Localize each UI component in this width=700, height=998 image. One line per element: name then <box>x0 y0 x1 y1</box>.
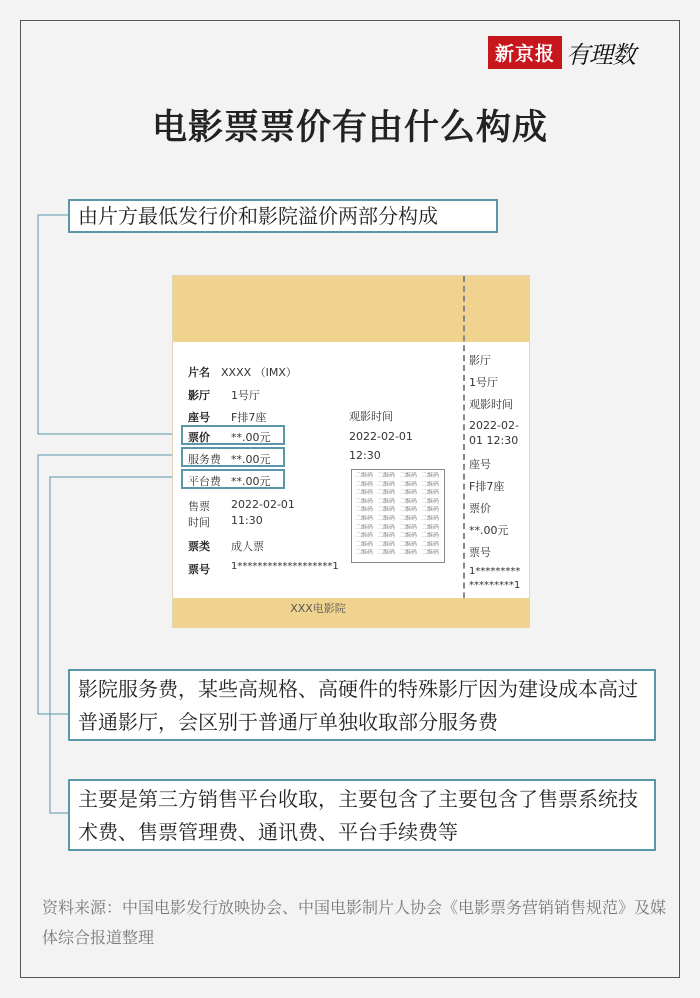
type-label: 票类 <box>188 540 210 553</box>
qr-cell: 二维码 <box>377 514 396 522</box>
qr-cell: 二维码 <box>421 489 440 497</box>
qr-cell: 二维码 <box>421 514 440 522</box>
qr-cell: 二维码 <box>421 523 440 531</box>
show-time: 12:30 <box>349 449 381 462</box>
service-label: 服务费 <box>188 453 221 466</box>
qr-cell: 二维码 <box>421 480 440 488</box>
service-value: **.00元 <box>231 453 271 466</box>
sale-label-1: 售票 <box>188 500 210 513</box>
qr-cell: 二维码 <box>377 489 396 497</box>
qr-cell: 二维码 <box>355 540 374 548</box>
qr-cell: 二维码 <box>355 514 374 522</box>
qr-cell: 二维码 <box>355 497 374 505</box>
source-note: 资料来源：中国电影发行放映协会、中国电影制片人协会《电影票务营销销售规范》及媒体综合报道整理 <box>42 898 667 947</box>
qr-cell: 二维码 <box>399 523 418 531</box>
show-date: 2022-02-01 <box>349 430 413 443</box>
stub-show-date2: 01 12:30 <box>469 434 519 447</box>
qr-cell: 二维码 <box>399 472 418 479</box>
qr-cell: 二维码 <box>399 480 418 488</box>
platform-value: **.00元 <box>231 475 271 488</box>
ticket-bottom-band <box>173 598 529 628</box>
seat-label: 座号 <box>188 411 210 424</box>
qr-cell: 二维码 <box>377 523 396 531</box>
stub-no-value-1: 1********* <box>469 566 521 577</box>
qr-cell: 二维码 <box>377 549 396 557</box>
qr-cell: 二维码 <box>421 472 440 479</box>
stub-no-label: 票号 <box>469 546 491 559</box>
qr-cell: 二维码 <box>355 549 374 557</box>
ticket-no-label: 票号 <box>188 563 210 576</box>
seat-value: F排7座 <box>231 411 267 424</box>
qr-cell: 二维码 <box>399 514 418 522</box>
callout-platform-fee: 主要是第三方销售平台收取，主要包含了主要包含了售票系统技术费、售票管理费、通讯费、平台手续费等 <box>68 779 656 851</box>
platform-label: 平台费 <box>188 475 221 488</box>
callout-service-fee: 影院服务费，某些高规格、高硬件的特殊影厅因为建设成本高过普通影厅，会区别于普通厅单独收取部分服务费 <box>68 669 656 741</box>
brand-name: 新京报 <box>488 36 562 69</box>
type-value: 成人票 <box>231 540 264 553</box>
price-value: **.00元 <box>231 431 271 444</box>
qr-cell: 二维码 <box>377 497 396 505</box>
ticket-top-band <box>173 276 529 342</box>
qr-cell: 二维码 <box>399 532 418 540</box>
sale-time: 11:30 <box>231 514 263 527</box>
qr-cell: 二维码 <box>355 506 374 514</box>
connector-base <box>38 215 180 434</box>
sale-label-2: 时间 <box>188 516 210 529</box>
movie-ticket <box>172 275 530 628</box>
stub-show-label: 观影时间 <box>469 398 513 411</box>
qr-cell: 二维码 <box>399 540 418 548</box>
film-value: XXXX （IMX） <box>221 366 297 379</box>
qr-cell: 二维码 <box>355 489 374 497</box>
qr-cell: 二维码 <box>399 506 418 514</box>
stub-no-value-2: *********1 <box>469 580 521 591</box>
callout-base-price: 由片方最低发行价和影院溢价两部分构成 <box>68 199 498 233</box>
qr-cell: 二维码 <box>355 532 374 540</box>
qr-cell: 二维码 <box>377 506 396 514</box>
qr-cell: 二维码 <box>399 489 418 497</box>
qr-cell: 二维码 <box>377 540 396 548</box>
hall-value: 1号厅 <box>231 389 260 402</box>
qr-cell: 二维码 <box>355 472 374 479</box>
ticket-perforation <box>463 276 465 628</box>
page-title: 电影票票价有由什么构成 <box>151 108 548 148</box>
stub-price-value: **.00元 <box>469 524 509 537</box>
qr-cell: 二维码 <box>421 540 440 548</box>
film-label: 片名 <box>188 366 210 379</box>
cinema-name: XXX电影院 <box>290 602 346 615</box>
stub-seat-label: 座号 <box>469 458 491 471</box>
qr-cell: 二维码 <box>399 497 418 505</box>
price-label: 票价 <box>188 431 210 444</box>
stub-seat-value: F排7座 <box>469 480 505 493</box>
qr-cell: 二维码 <box>377 532 396 540</box>
stub-price-label: 票价 <box>469 502 491 515</box>
qr-cell: 二维码 <box>355 480 374 488</box>
ticket-no-value: 1*******************1 <box>231 561 339 572</box>
qr-cell: 二维码 <box>377 472 396 479</box>
qr-cell: 二维码 <box>399 549 418 557</box>
qr-cell: 二维码 <box>421 549 440 557</box>
qr-cell: 二维码 <box>421 532 440 540</box>
stub-show-date: 2022-02- <box>469 419 519 432</box>
connector-platform <box>50 477 180 813</box>
sale-date: 2022-02-01 <box>231 498 295 511</box>
qr-cell: 二维码 <box>355 523 374 531</box>
qr-cell: 二维码 <box>421 506 440 514</box>
brand-sub: 有理数 <box>566 40 636 69</box>
qr-code <box>351 469 445 563</box>
hall-label: 影厅 <box>188 389 210 402</box>
stub-hall-label: 影厅 <box>469 354 491 367</box>
qr-cell: 二维码 <box>377 480 396 488</box>
qr-cell: 二维码 <box>421 497 440 505</box>
stub-hall-value: 1号厅 <box>469 376 498 389</box>
show-time-label: 观影时间 <box>349 410 393 423</box>
